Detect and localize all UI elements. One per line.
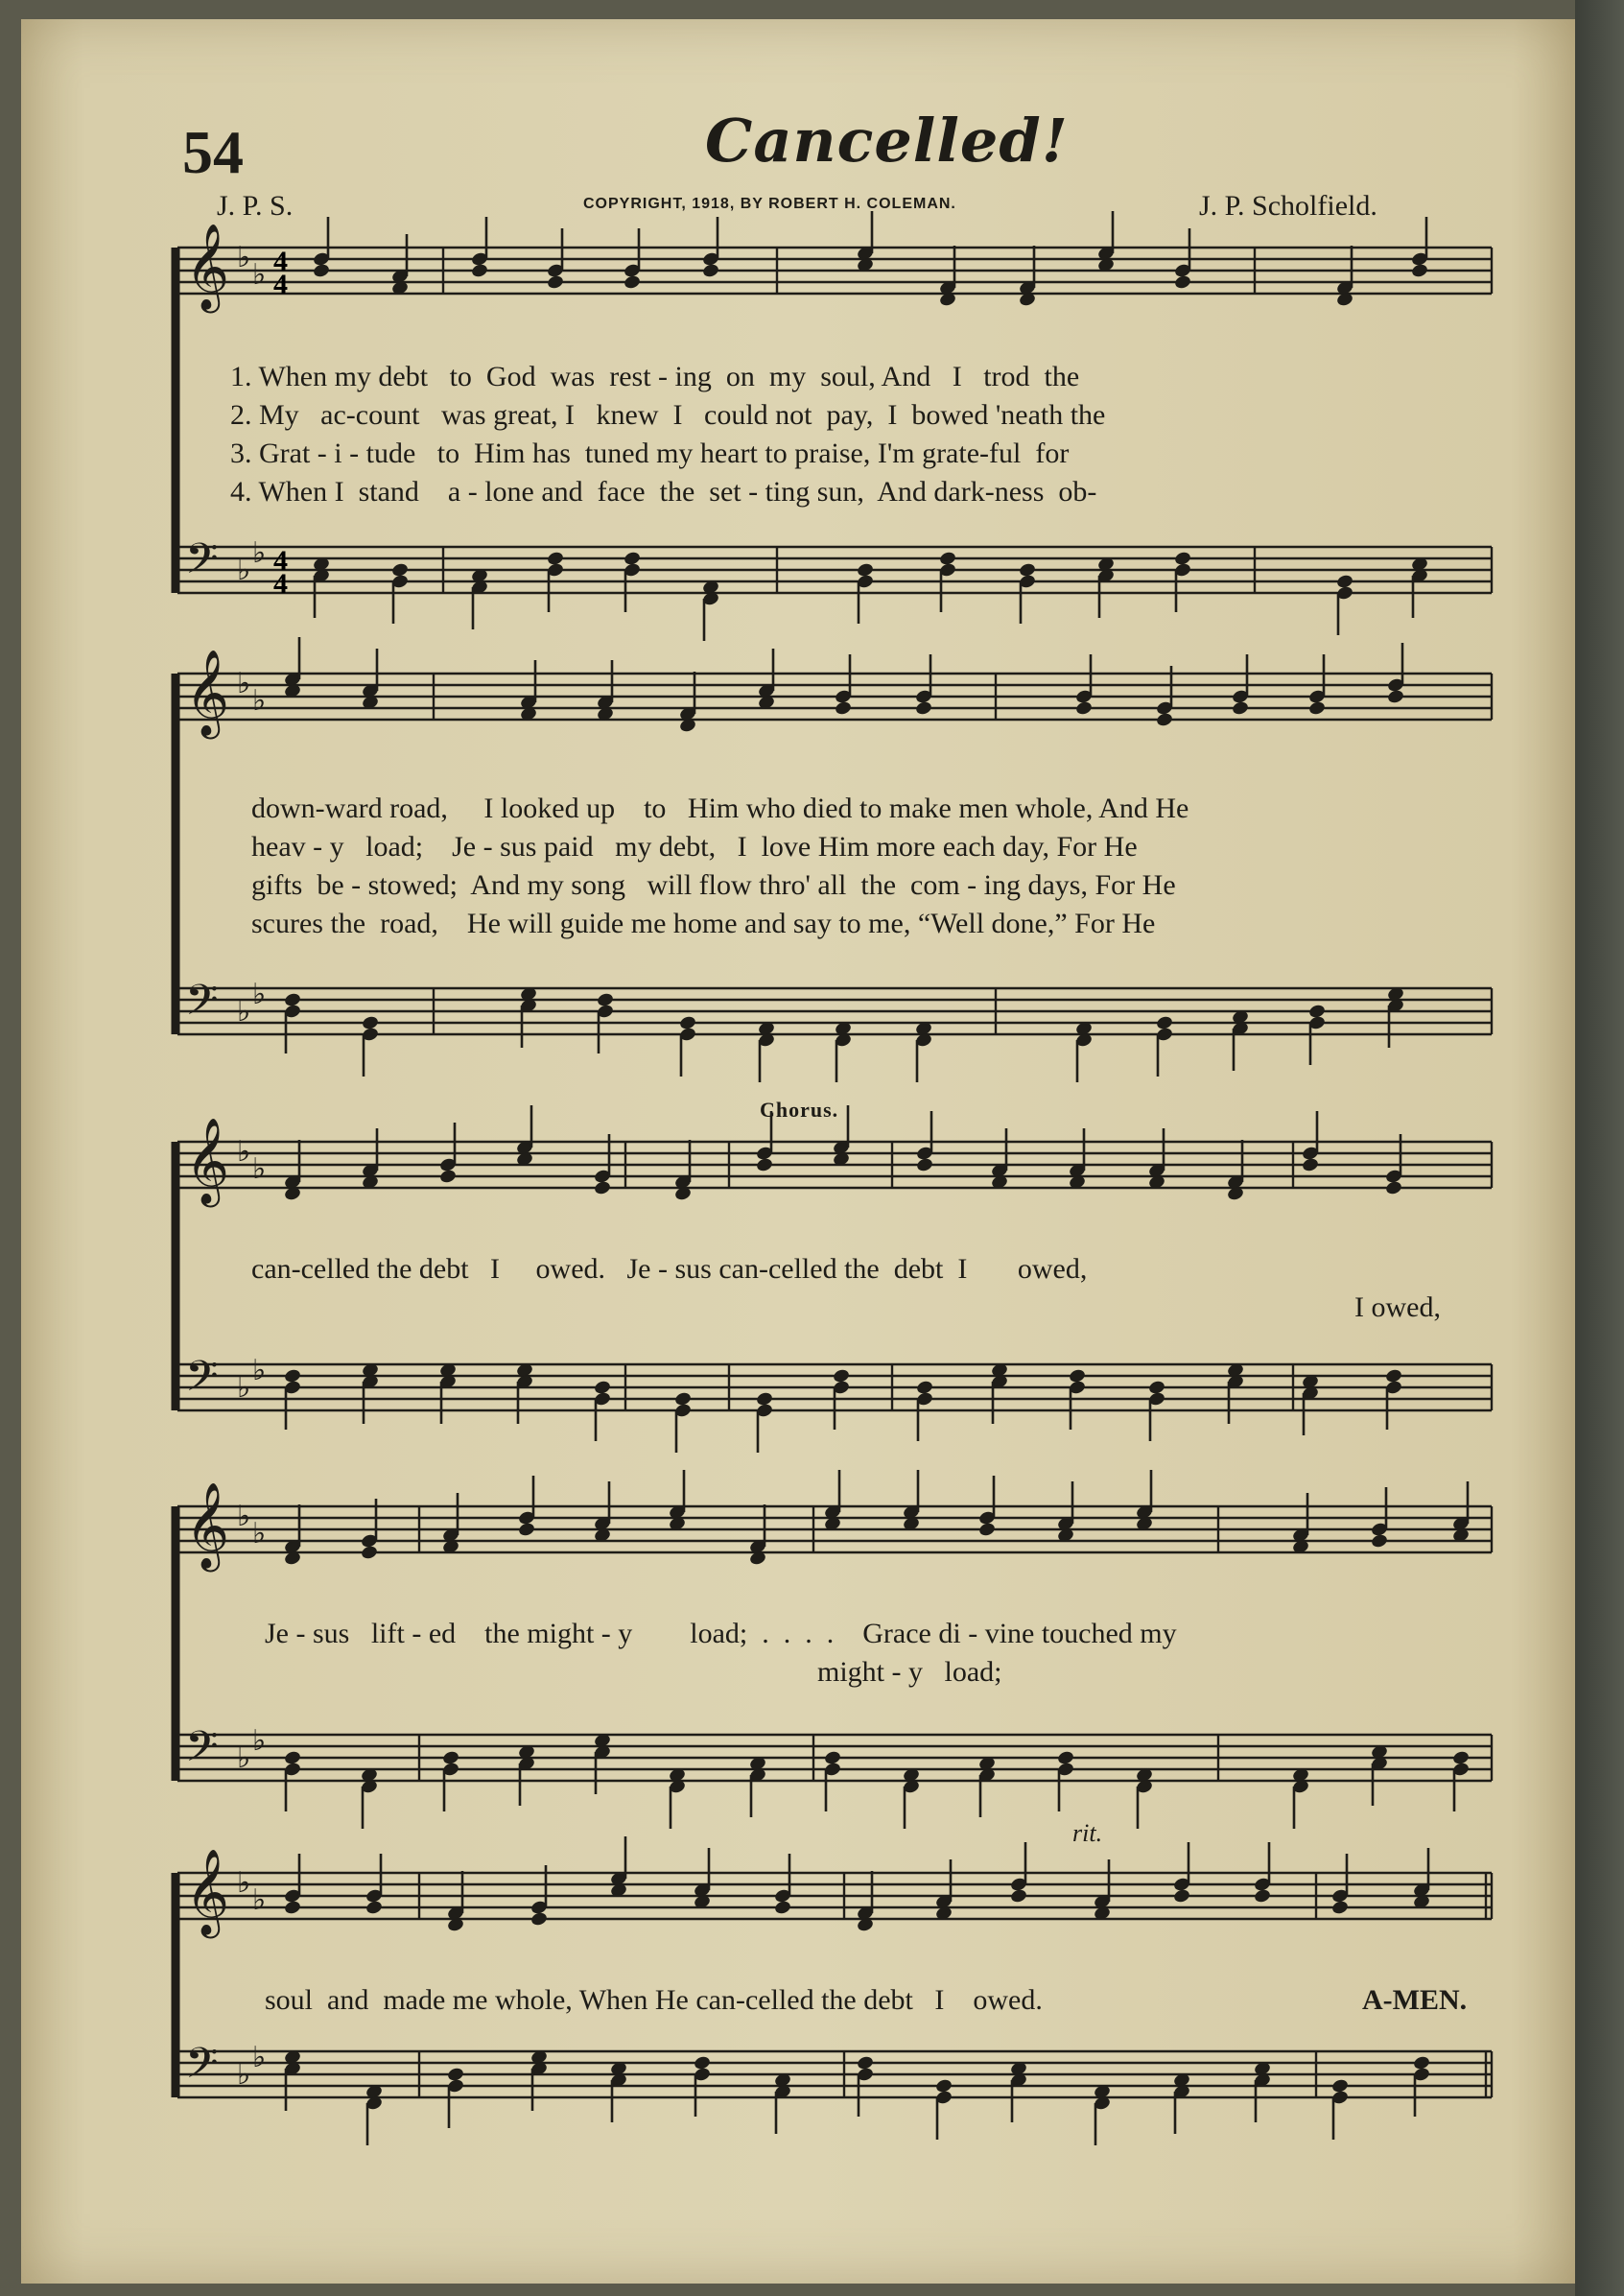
note-head bbox=[1410, 263, 1428, 279]
bass-clef-icon: 𝄢 bbox=[185, 975, 219, 1035]
time-signature-icon: 4 bbox=[273, 246, 288, 277]
note-head bbox=[1370, 1533, 1388, 1550]
verse-2-line-2: heav - y load; Je - sus paid my debt, I love Him more each day, For He bbox=[251, 831, 1138, 863]
flat-icon: ♭ bbox=[252, 536, 267, 570]
treble-clef-icon: 𝄞 bbox=[185, 1118, 230, 1204]
flat-icon: ♭ bbox=[237, 241, 251, 274]
note-head bbox=[914, 700, 932, 717]
verse-1-line-2: down-ward road, I looked up to Him who died to make men whole, And He bbox=[251, 793, 1189, 824]
note-head bbox=[360, 1545, 378, 1561]
note-head bbox=[1074, 700, 1093, 717]
flat-icon: ♭ bbox=[237, 554, 251, 587]
flat-icon: ♭ bbox=[252, 1883, 267, 1917]
flat-icon: ♭ bbox=[252, 978, 267, 1011]
copyright-notice: COPYRIGHT, 1918, BY ROBERT H. COLEMAN. bbox=[583, 196, 956, 212]
bass-clef-icon: 𝄢 bbox=[185, 2038, 219, 2098]
verse-1-line-1: 1. When my debt to God was rest - ing on my soul, And I trod the bbox=[230, 361, 1080, 392]
note-head bbox=[593, 1180, 611, 1196]
verse-3-line-2: gifts be - stowed; And my song will flow thro' all the com - ing days, For He bbox=[251, 869, 1176, 901]
note-head bbox=[1172, 1888, 1190, 1905]
ritardando-mark: rit. bbox=[1072, 1819, 1103, 1847]
flat-icon: ♭ bbox=[237, 1741, 251, 1775]
chorus-echo-1: I owed, bbox=[1354, 1291, 1441, 1323]
note-head bbox=[623, 274, 641, 291]
chorus-line-1: can-celled the debt I owed. Je - sus can-celled the debt I owed, bbox=[251, 1253, 1088, 1285]
staff-lines bbox=[177, 547, 1492, 593]
note-head bbox=[1386, 689, 1404, 705]
note-head bbox=[1384, 1180, 1402, 1196]
flat-icon: ♭ bbox=[237, 1500, 251, 1533]
bass-clef-icon: 𝄢 bbox=[185, 1351, 219, 1411]
note-head bbox=[834, 700, 852, 717]
bass-clef-icon: 𝄢 bbox=[185, 1721, 219, 1782]
note-head bbox=[773, 1900, 791, 1916]
time-signature-icon: 4 bbox=[273, 545, 288, 577]
amen-text: A-MEN. bbox=[1362, 1984, 1468, 2016]
note-head bbox=[365, 1900, 383, 1916]
verse-4-line-2: scures the road, He will guide me home and say to me, “Well done,” For He bbox=[251, 908, 1156, 939]
treble-clef-icon: 𝄞 bbox=[185, 224, 230, 310]
note-head bbox=[1173, 274, 1191, 291]
chorus-label: Chorus. bbox=[760, 1098, 839, 1122]
note-head bbox=[1301, 1157, 1319, 1173]
treble-clef-icon: 𝄞 bbox=[185, 1849, 230, 1935]
chorus-line-3: soul and made me whole, When He can-celled the debt I owed. bbox=[265, 1984, 1043, 2016]
treble-clef-icon: 𝄞 bbox=[185, 650, 230, 736]
chorus-echo-2: might - y load; bbox=[817, 1656, 1002, 1688]
flat-icon: ♭ bbox=[237, 667, 251, 700]
note-head bbox=[701, 263, 719, 279]
flat-icon: ♭ bbox=[252, 258, 267, 292]
note-head bbox=[283, 1900, 301, 1916]
note-head bbox=[1009, 1888, 1027, 1905]
flat-icon: ♭ bbox=[237, 1866, 251, 1900]
note-head bbox=[1330, 1900, 1349, 1916]
flat-icon: ♭ bbox=[252, 1724, 267, 1758]
chorus-line-2: Je - sus lift - ed the might - y load; . . . . Grace di - vine touched my bbox=[265, 1618, 1177, 1649]
time-signature-icon: 4 bbox=[273, 269, 288, 300]
treble-clef-icon: 𝄞 bbox=[185, 1482, 230, 1569]
note-head bbox=[438, 1169, 457, 1185]
note-head bbox=[977, 1522, 996, 1538]
verse-3-line-1: 3. Grat - i - tude to Him has tuned my heart to praise, I'm grate-ful for bbox=[230, 438, 1070, 469]
flat-icon: ♭ bbox=[237, 1371, 251, 1405]
hymn-title: Cancelled! bbox=[705, 106, 1069, 176]
hymn-number: 54 bbox=[182, 118, 244, 186]
verse-4-line-1: 4. When I stand a - lone and face the set - ting sun, And dark-ness ob- bbox=[230, 476, 1097, 508]
note-head bbox=[1253, 1888, 1271, 1905]
note-head bbox=[1155, 712, 1173, 728]
note-head bbox=[755, 1157, 773, 1173]
flat-icon: ♭ bbox=[252, 2041, 267, 2074]
staff-lines bbox=[177, 674, 1492, 720]
flat-icon: ♭ bbox=[237, 1135, 251, 1169]
note-head bbox=[915, 1157, 933, 1173]
note-head bbox=[546, 274, 564, 291]
flat-icon: ♭ bbox=[252, 1152, 267, 1186]
note-head bbox=[517, 1522, 535, 1538]
bass-clef-icon: 𝄢 bbox=[185, 533, 219, 594]
composer-credit: J. P. Scholfield. bbox=[1199, 190, 1377, 222]
flat-icon: ♭ bbox=[237, 2058, 251, 2092]
note-head bbox=[530, 1911, 548, 1928]
time-signature-icon: 4 bbox=[273, 568, 288, 600]
verse-2-line-1: 2. My ac-count was great, I knew I could not pay, I bowed 'neath the bbox=[230, 399, 1106, 431]
flat-icon: ♭ bbox=[252, 1354, 267, 1387]
note-head bbox=[470, 263, 488, 279]
note-head bbox=[1307, 700, 1326, 717]
flat-icon: ♭ bbox=[252, 684, 267, 718]
flat-icon: ♭ bbox=[252, 1517, 267, 1550]
flat-icon: ♭ bbox=[237, 995, 251, 1029]
note-head bbox=[1231, 700, 1249, 717]
lyricist-credit: J. P. S. bbox=[217, 190, 294, 222]
staff-lines bbox=[177, 988, 1492, 1034]
staff-lines bbox=[177, 248, 1492, 294]
note-head bbox=[312, 263, 330, 279]
